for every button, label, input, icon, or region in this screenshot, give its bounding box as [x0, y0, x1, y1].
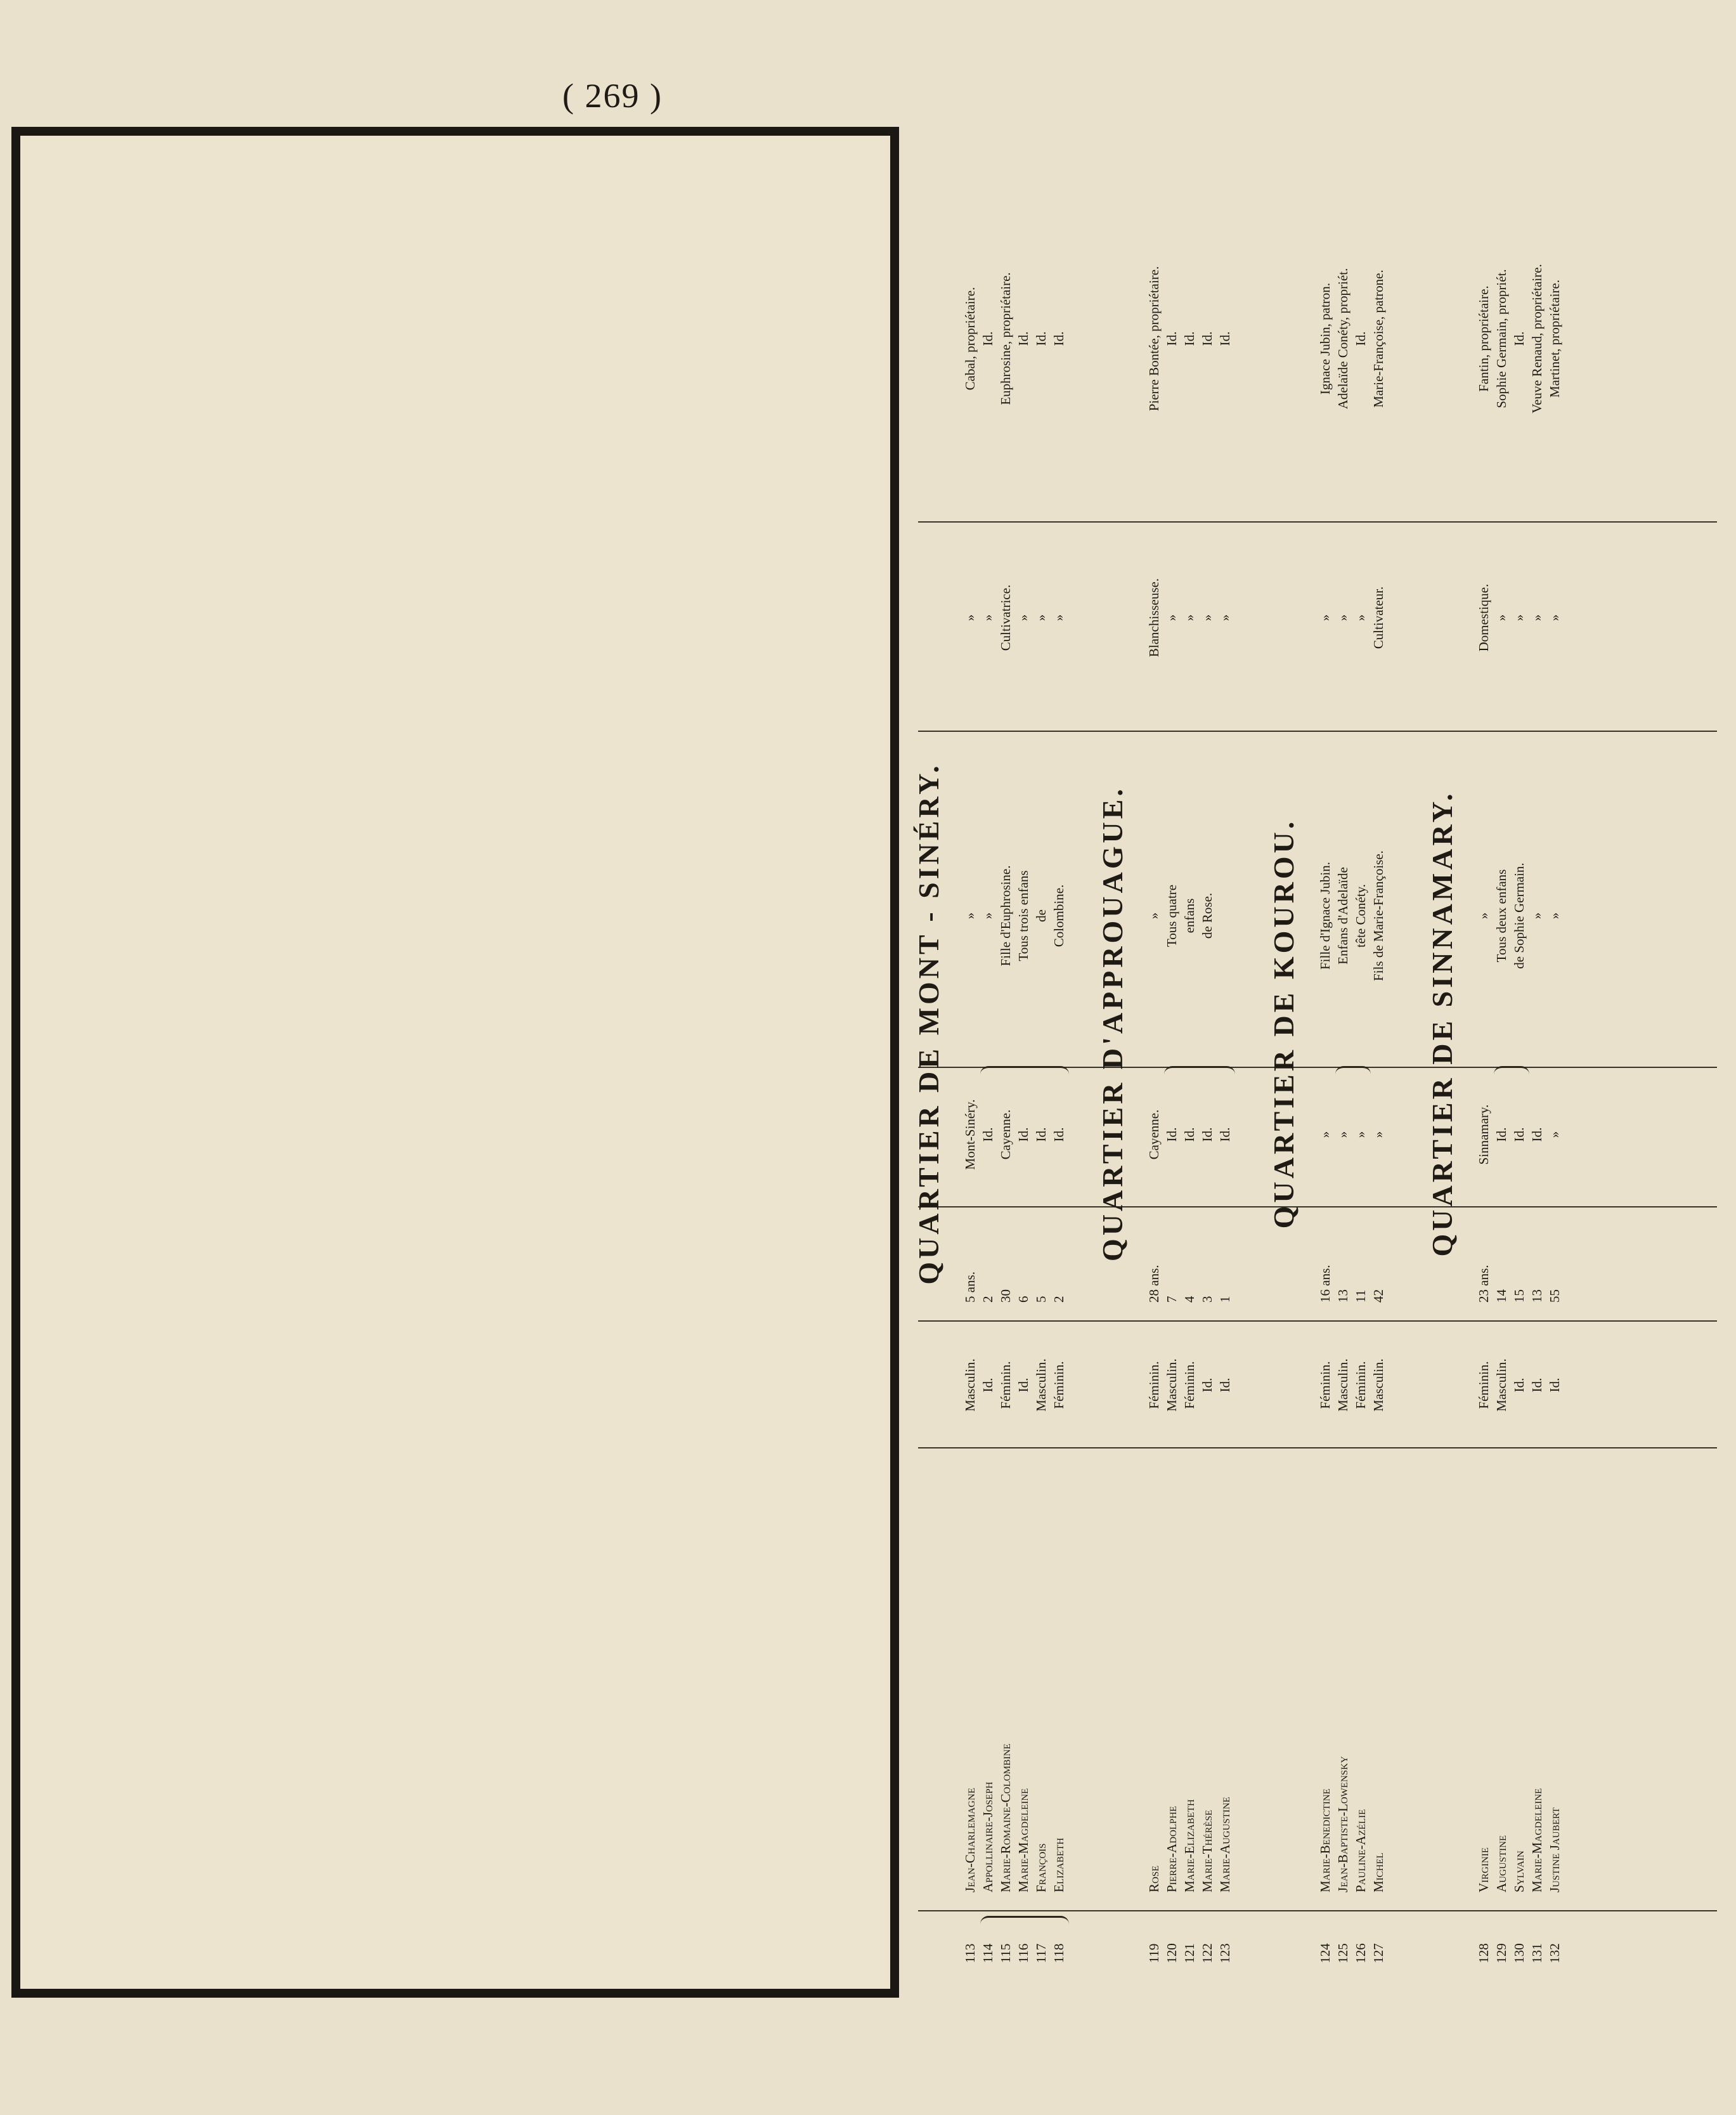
quartier-heading: QUARTIER DE SINNAMARY.: [1426, 790, 1458, 1257]
person-name: Sylvain: [1512, 1851, 1527, 1892]
age: 5 ans.: [962, 1272, 978, 1303]
owner: Sophie Germain, propriét.: [1494, 269, 1509, 408]
observation: de: [1033, 909, 1049, 922]
birthplace: Id.: [1529, 1127, 1545, 1142]
person-name: Jean-Baptiste-Lowensky: [1335, 1756, 1351, 1892]
profession: »: [962, 614, 978, 621]
column-rule-number: [918, 1910, 1717, 1911]
age: 6: [1016, 1296, 1031, 1303]
observation: »: [1529, 912, 1545, 920]
age: 14: [1494, 1289, 1509, 1303]
quartier-heading: QUARTIER DE MONT - SINÉRY.: [912, 762, 945, 1285]
birthplace: »: [1547, 1131, 1562, 1138]
age: 3: [1200, 1296, 1215, 1303]
birthplace: Cayenne.: [998, 1109, 1013, 1160]
column-rule-sex: [918, 1320, 1717, 1322]
sex: Id.: [1200, 1377, 1215, 1393]
owner: Id.: [980, 331, 995, 346]
row-number: 118: [1051, 1943, 1066, 1963]
observation: Enfans d'Adelaïde: [1335, 867, 1351, 965]
quartier-heading: QUARTIER D'APPROUAGUE.: [1096, 786, 1129, 1261]
age: 7: [1164, 1296, 1179, 1303]
person-name: Justine Jaubert: [1547, 1807, 1562, 1892]
profession: »: [1016, 614, 1031, 621]
column-rule-profession: [918, 521, 1717, 523]
row-number: 124: [1318, 1943, 1333, 1963]
owner: Pierre Bontée, propriétaire.: [1146, 266, 1162, 412]
profession: »: [1318, 614, 1333, 621]
age: 55: [1547, 1289, 1562, 1303]
profession: »: [1051, 614, 1066, 621]
owner: Euphrosine, propriétaire.: [998, 272, 1013, 405]
birthplace: Id.: [1033, 1127, 1049, 1142]
owner: Id.: [1512, 331, 1527, 346]
column-rule-observation: [918, 731, 1717, 732]
observation: Fils de Marie-Françoise.: [1371, 850, 1386, 981]
sex: Masculin.: [1335, 1358, 1351, 1412]
birthplace: »: [1335, 1131, 1351, 1138]
birthplace: Mont-Sinéry.: [962, 1099, 978, 1170]
row-number: 130: [1512, 1943, 1527, 1963]
sex: Masculin.: [1371, 1358, 1386, 1412]
owner: Fantin, propriétaire.: [1476, 285, 1491, 392]
birthplace: Id.: [1494, 1127, 1509, 1142]
person-name: Rose: [1146, 1865, 1162, 1892]
row-number: 117: [1033, 1943, 1049, 1963]
sex: Féminin.: [1182, 1361, 1197, 1409]
owner: Id.: [1200, 331, 1215, 346]
table-frame: [11, 127, 1562, 1998]
owner: Id.: [1016, 331, 1031, 346]
observation-brace: [1335, 1066, 1371, 1074]
sex: Masculin.: [962, 1358, 978, 1412]
sex: Masculin.: [1164, 1358, 1179, 1412]
birthplace: »: [1371, 1131, 1386, 1138]
person-name: Augustine: [1494, 1835, 1509, 1892]
profession: »: [1182, 614, 1197, 621]
sex: Id.: [1217, 1377, 1233, 1393]
birthplace: Id.: [1200, 1127, 1215, 1142]
row-number: 132: [1547, 1943, 1562, 1963]
row-number: 113: [962, 1943, 978, 1963]
observation-brace: [1494, 1066, 1529, 1074]
row-number: 116: [1016, 1943, 1031, 1963]
sex: Masculin.: [1494, 1358, 1509, 1412]
observation: Tous deux enfans: [1494, 869, 1509, 963]
age: 15: [1512, 1289, 1527, 1303]
row-number: 123: [1217, 1943, 1233, 1963]
profession: Cultivateur.: [1371, 586, 1386, 649]
person-name: Jean-Charlemagne: [962, 1788, 978, 1892]
observation: de Rose.: [1200, 892, 1215, 939]
row-number: 119: [1146, 1943, 1162, 1963]
owner: Adelaïde Conéty, propriét.: [1335, 268, 1351, 410]
owner: Ignace Jubin, patron.: [1318, 282, 1333, 395]
observation: Colombine.: [1051, 884, 1066, 947]
quartier-heading: QUARTIER DE KOUROU.: [1267, 818, 1300, 1229]
profession: »: [1353, 614, 1368, 621]
person-name: Marie-Magdeleine: [1529, 1788, 1545, 1892]
observation: »: [980, 912, 995, 920]
row-number: 121: [1182, 1943, 1197, 1963]
sex: Id.: [980, 1377, 995, 1393]
sex: Id.: [1512, 1377, 1527, 1393]
birthplace: Id.: [1512, 1127, 1527, 1142]
observation: enfans: [1182, 898, 1197, 934]
profession: »: [1547, 614, 1562, 621]
age: 13: [1335, 1289, 1351, 1303]
column-rule-age: [918, 1206, 1717, 1207]
observation: »: [1476, 912, 1491, 920]
row-brace: [980, 1916, 1069, 1924]
age: 13: [1529, 1289, 1545, 1303]
person-name: Pauline-Azélie: [1353, 1809, 1368, 1892]
owner: Id.: [1051, 331, 1066, 346]
age: 4: [1182, 1296, 1197, 1303]
observation: »: [1547, 912, 1562, 920]
sex: Id.: [1547, 1377, 1562, 1393]
owner: Id.: [1033, 331, 1049, 346]
profession: Domestique.: [1476, 583, 1491, 652]
owner: Id.: [1164, 331, 1179, 346]
observation: Tous quatre: [1164, 884, 1179, 947]
rotated-register-table: [893, 161, 1736, 1988]
row-number: 125: [1335, 1943, 1351, 1963]
observation-brace: [1164, 1066, 1235, 1074]
observation: tête Conéty.: [1353, 883, 1368, 948]
sex: Féminin.: [1476, 1361, 1491, 1409]
age: 2: [1051, 1296, 1066, 1303]
person-name: Marie-Romaine-Colombine: [998, 1743, 1013, 1892]
sex: Féminin.: [1318, 1361, 1333, 1409]
owner: Veuve Renaud, propriétaire.: [1529, 264, 1545, 413]
observation: »: [1146, 912, 1162, 920]
person-name: Michel: [1371, 1852, 1386, 1892]
person-name: Pierre-Adolphe: [1164, 1806, 1179, 1892]
profession: »: [1217, 614, 1233, 621]
row-number: 122: [1200, 1943, 1215, 1963]
row-number: 115: [998, 1943, 1013, 1963]
age: 11: [1353, 1289, 1368, 1303]
profession: »: [1335, 614, 1351, 621]
birthplace: Id.: [1217, 1127, 1233, 1142]
birthplace: Id.: [1182, 1127, 1197, 1142]
birthplace: Id.: [1016, 1127, 1031, 1142]
row-number: 126: [1353, 1943, 1368, 1963]
owner: Marie-Françoise, patrone.: [1371, 270, 1386, 408]
person-name: Marie-Benedictine: [1318, 1788, 1333, 1892]
birthplace: Id.: [1051, 1127, 1066, 1142]
person-name: Virginie: [1476, 1847, 1491, 1892]
observation-brace: [980, 1066, 1069, 1074]
observation: Fille d'Ignace Jubin.: [1318, 862, 1333, 970]
observation: Fille d'Euphrosine.: [998, 865, 1013, 966]
profession: »: [980, 614, 995, 621]
owner: Martinet, propriétaire.: [1547, 280, 1562, 398]
row-number: 120: [1164, 1943, 1179, 1963]
profession: »: [1512, 614, 1527, 621]
age: 28 ans.: [1146, 1265, 1162, 1303]
sex: Féminin.: [1146, 1361, 1162, 1409]
owner: Cabal, propriétaire.: [962, 287, 978, 391]
person-name: François: [1033, 1843, 1049, 1892]
person-name: Appollinaire-Joseph: [980, 1781, 995, 1892]
profession: »: [1529, 614, 1545, 621]
sex: Masculin.: [1033, 1358, 1049, 1412]
person-name: Elizabeth: [1051, 1837, 1066, 1892]
profession: Cultivatrice.: [998, 584, 1013, 651]
observation: »: [962, 912, 978, 920]
owner: Id.: [1353, 331, 1368, 346]
row-number: 131: [1529, 1943, 1545, 1963]
person-name: Marie-Thérèse: [1200, 1809, 1215, 1892]
profession: »: [1200, 614, 1215, 621]
row-number: 129: [1494, 1943, 1509, 1963]
profession: »: [1033, 614, 1049, 621]
sex: Féminin.: [1051, 1361, 1066, 1409]
owner: Id.: [1182, 331, 1197, 346]
age: 42: [1371, 1289, 1386, 1303]
birthplace: Id.: [1164, 1127, 1179, 1142]
age: 1: [1217, 1296, 1233, 1303]
observation: de Sophie Germain.: [1512, 862, 1527, 969]
person-name: Marie-Elizabeth: [1182, 1799, 1197, 1892]
profession: »: [1164, 614, 1179, 621]
owner: Id.: [1217, 331, 1233, 346]
person-name: Marie-Augustine: [1217, 1797, 1233, 1892]
row-number: 128: [1476, 1943, 1491, 1963]
birthplace: Cayenne.: [1146, 1109, 1162, 1160]
age: 16 ans.: [1318, 1265, 1333, 1303]
sex: Féminin.: [998, 1361, 1013, 1409]
birthplace: Sinnamary.: [1476, 1104, 1491, 1165]
age: 23 ans.: [1476, 1265, 1491, 1303]
sex: Féminin.: [1353, 1361, 1368, 1409]
observation: Tous trois enfans: [1016, 870, 1031, 961]
row-number: 114: [980, 1943, 995, 1963]
birthplace: »: [1318, 1131, 1333, 1138]
birthplace: »: [1353, 1131, 1368, 1138]
person-name: Marie-Magdeleine: [1016, 1788, 1031, 1892]
profession: Blanchisseuse.: [1146, 578, 1162, 658]
age: 30: [998, 1289, 1013, 1303]
row-number: 127: [1371, 1943, 1386, 1963]
age: 2: [980, 1296, 995, 1303]
sex: Id.: [1529, 1377, 1545, 1393]
birthplace: Id.: [980, 1127, 995, 1142]
profession: »: [1494, 614, 1509, 621]
page-number: ( 269 ): [562, 77, 663, 115]
age: 5: [1033, 1296, 1049, 1303]
sex: Id.: [1016, 1377, 1031, 1393]
column-rule-name: [918, 1447, 1717, 1448]
